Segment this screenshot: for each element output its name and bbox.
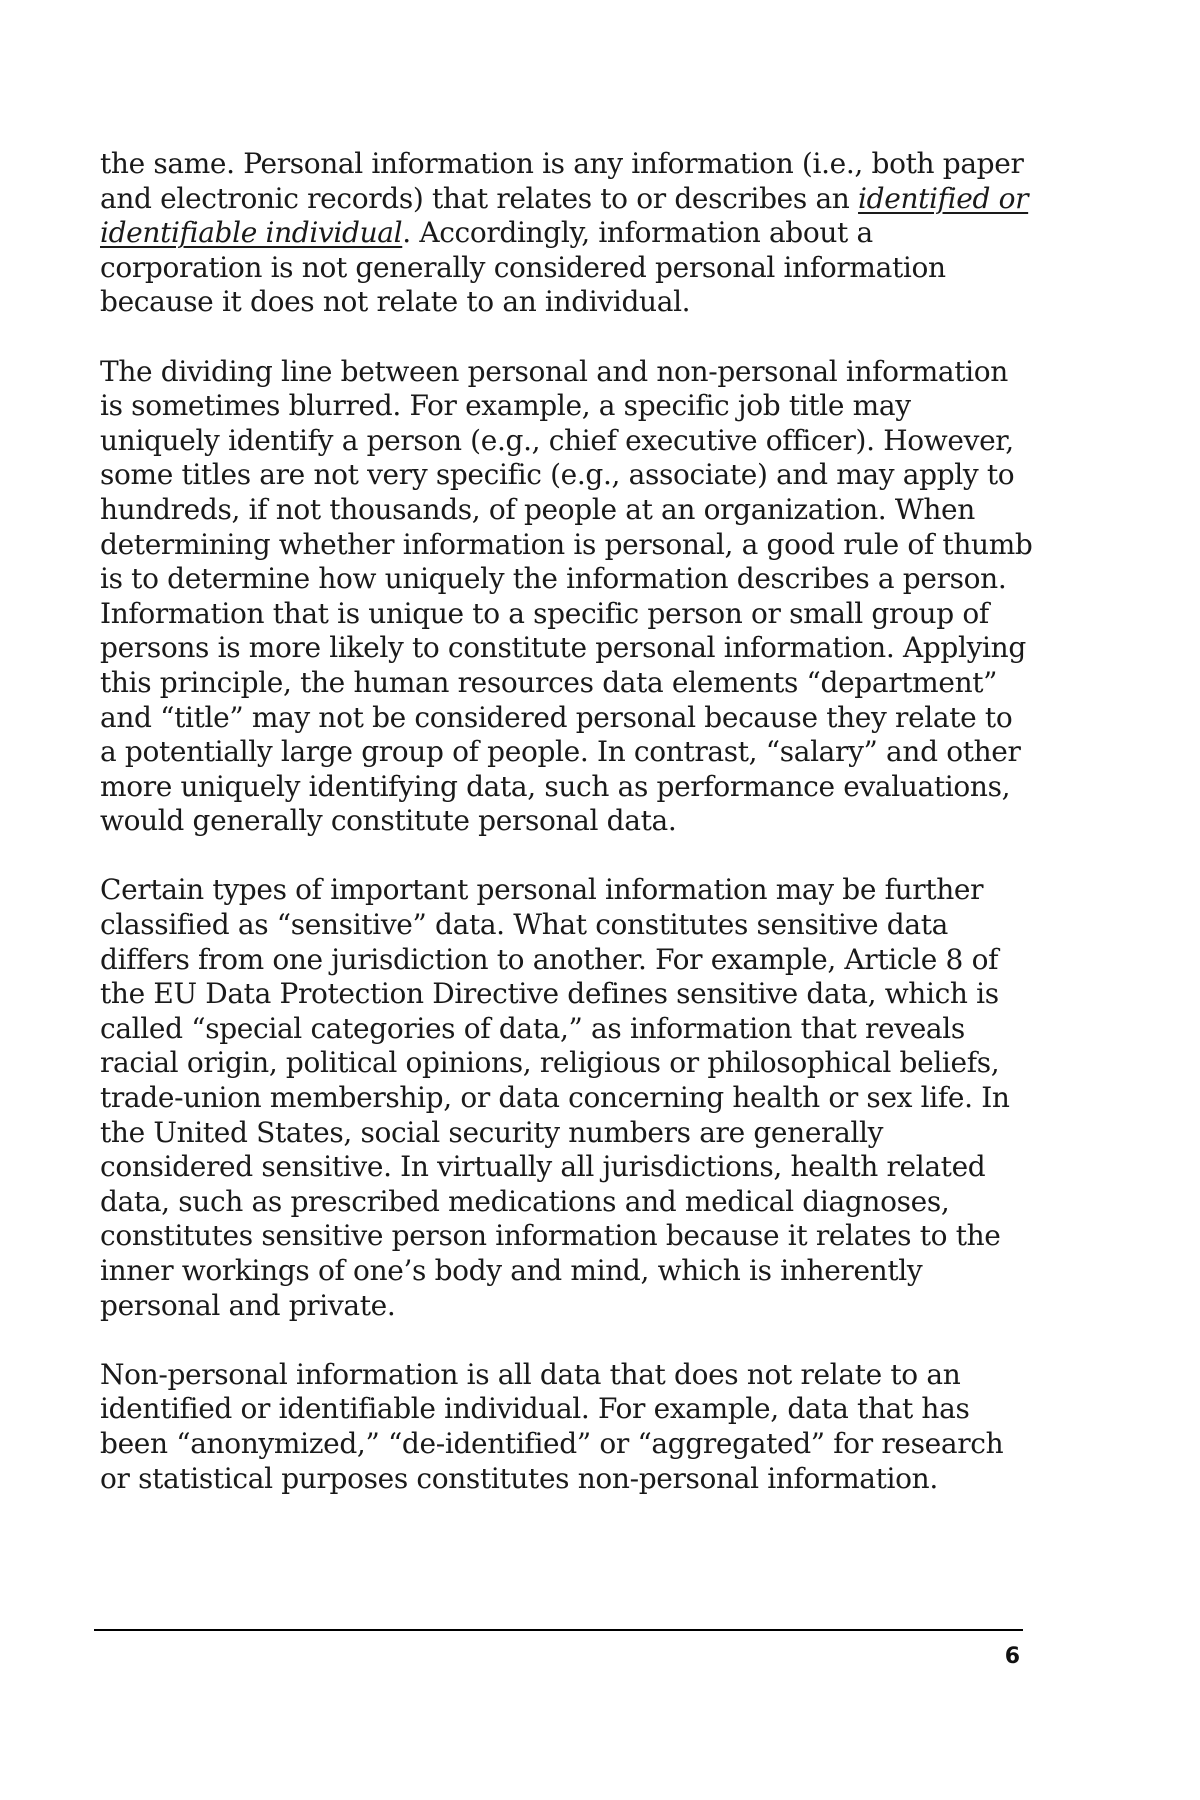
text-segment: The dividing line between personal and non-personal information is sometimes blurred. For example, a specific job title may uniquely identify a person (e.g., chief executive officer). However, some titles are not very specific (e.g., associate) and may apply to hundreds, if not thousands, of people at an organization. When determining whether information is personal, a good rule of thumb is to determine how uniquely the information describes a person. Information that is unique to a specific person or small group of persons is more likely to constitute personal information. Applying this principle, the human resources data elements “department” and “title” may not be considered personal because they relate to a potentially large group of people. In contrast, “salary” and other more uniquely identifying data, such as performance evaluations, would generally constitute personal data.	[100, 354, 1033, 838]
paragraph-personal-information-definition	[100, 147, 1035, 320]
emphasized-term: identified or identifiable individual	[100, 181, 1029, 250]
paragraph-dividing-line	[100, 355, 1035, 839]
paragraph-non-personal-information	[100, 1358, 1035, 1496]
page-number: 6	[1004, 1644, 1020, 1669]
text-segment: . Accordingly, information about a corporation is not generally considered personal information because it does not relate to an individual.	[100, 216, 946, 319]
text-segment: Non-personal information is all data that does not relate to an identified or identifiable individual. For example, data that has been “anonymized,” “de-identified” or “aggregated” for research or statistical purposes constitutes non-personal information.	[100, 1357, 1004, 1495]
footer-divider	[94, 1629, 1023, 1631]
body-text	[100, 147, 1035, 1531]
paragraph-sensitive-data	[100, 873, 1035, 1323]
text-segment: the same. Personal information is any information (i.e., both paper and electronic records) that relates to or describes an	[100, 147, 1024, 215]
text-segment: Certain types of important personal information may be further classified as “sensitive” data. What constitutes sensitive data differs from one jurisdiction to another. For example, Article 8 of the EU Data Protection Directive defines sensitive data, which is called “special categories of data,” as information that reveals racial origin, political opinions, religious or philosophical beliefs, trade-union membership, or data concerning health or sex life. In the United States, social security numbers are generally considered sensitive. In virtually all jurisdictions, health related data, such as prescribed medications and medical diagnoses, constitutes sensitive person information because it relates to the inner workings of one’s body and mind, which is inherently personal and private.	[100, 873, 1010, 1322]
